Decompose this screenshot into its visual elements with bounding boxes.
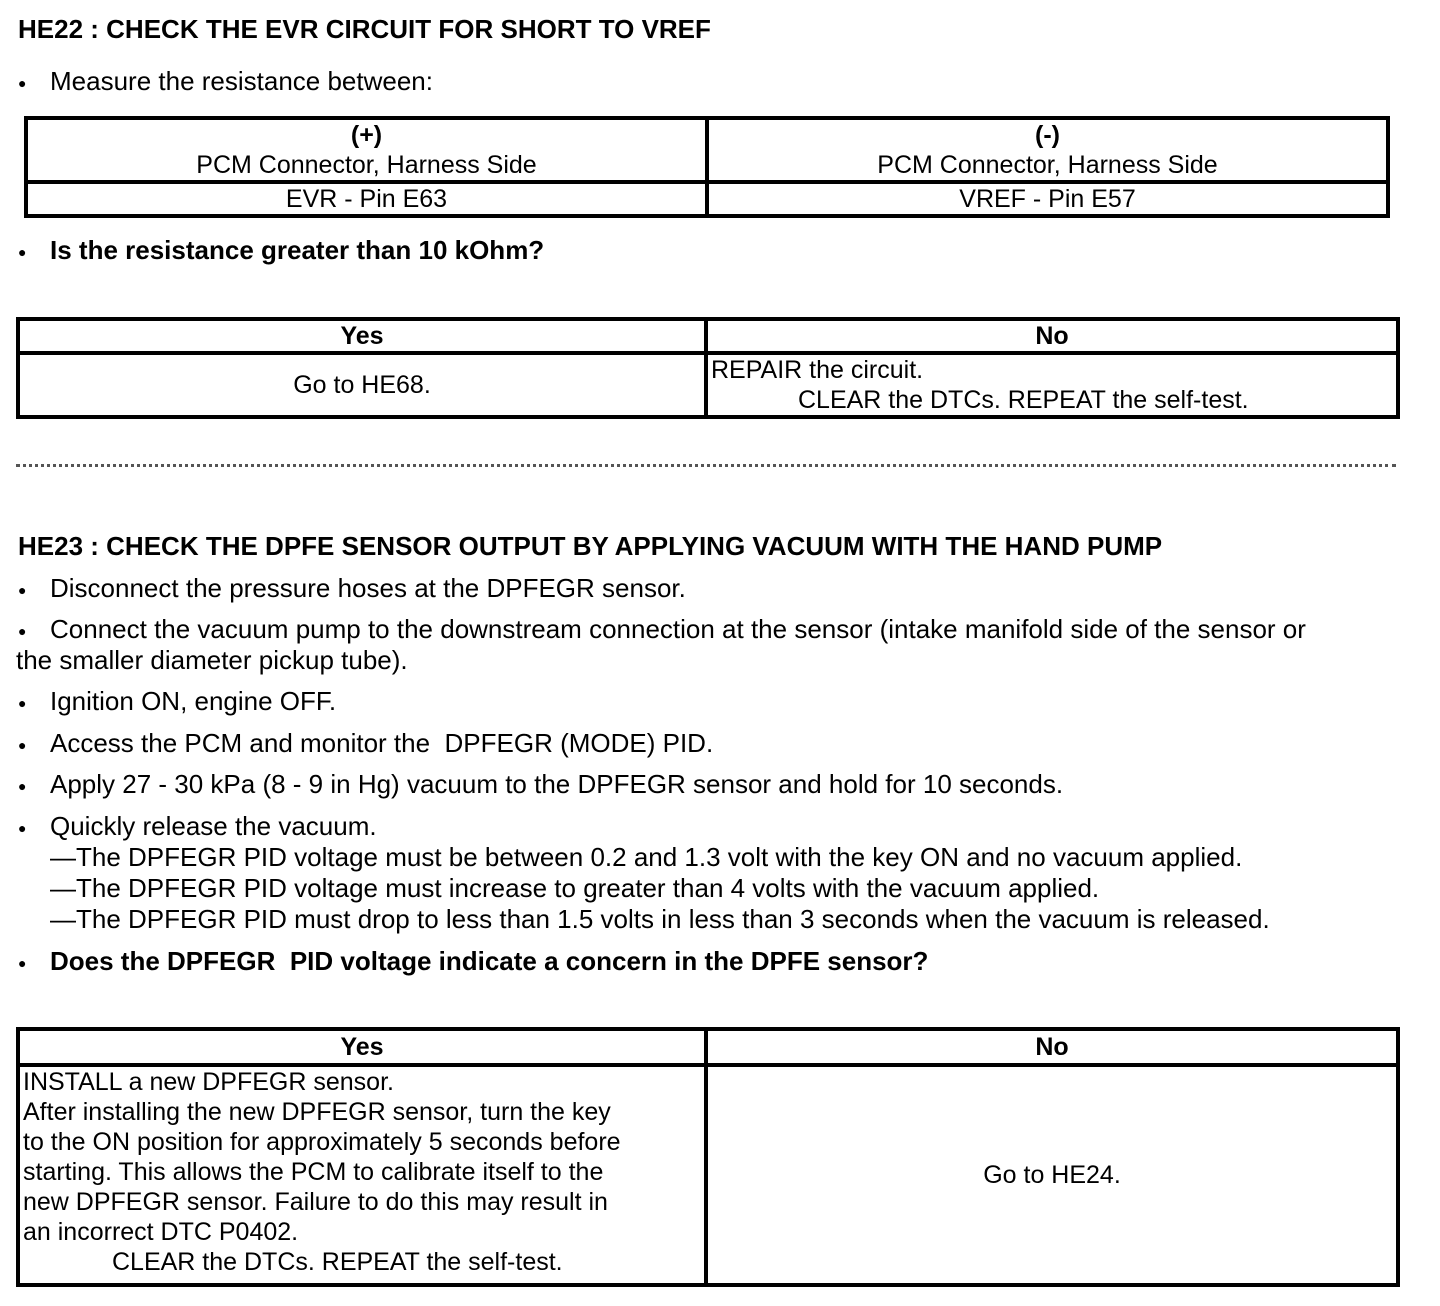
measure-minus-header [707,118,1388,182]
he23-question [18,946,928,977]
he23-yes-line: After installing the new DPFEGR sensor, turn the key [23,1098,611,1126]
he22-no-line-2: CLEAR the DTCs. REPEAT the self-test. [798,386,1249,414]
bullet-icon: ● [18,955,27,972]
minus-sign: (-) [1035,121,1060,149]
he23-yes-line: to the ON position for approximately 5 seconds before [23,1128,621,1156]
he22-measure-table [24,116,1390,218]
he23-step-4 [18,728,713,759]
he23-no-header: No [706,1029,1398,1065]
he23-step-3-text: Ignition ON, engine OFF. [50,686,337,716]
he23-sub-3: —The DPFEGR PID must drop to less than 1.5 volts in less than 3 seconds when the vacuum is released. [50,904,1270,934]
plus-value: EVR - Pin E63 [26,182,707,216]
he23-step-4-text: Access the PCM and monitor the DPFEGR (MODE) PID. [50,728,714,758]
he23-yes-header: Yes [18,1029,706,1065]
he23-yes-line: an incorrect DTC P0402. [23,1218,299,1246]
minus-value: VREF - Pin E57 [707,182,1388,216]
he23-no-cell: Go to HE24. [706,1065,1398,1285]
he23-yes-line: starting. This allows the PCM to calibrate itself to the [23,1158,604,1186]
bullet-icon: ● [18,695,27,712]
minus-label: PCM Connector, Harness Side [877,151,1218,179]
bullet-icon: ● [18,820,27,837]
he23-yes-cell [18,1065,706,1285]
he23-step-2-line-2: the smaller diameter pickup tube). [16,645,408,675]
he22-question [18,235,544,266]
he22-no-header: No [706,319,1398,353]
plus-label: PCM Connector, Harness Side [196,151,537,179]
bullet-icon: ● [18,244,27,261]
he22-result-table [16,317,1400,419]
he23-yes-line: CLEAR the DTCs. REPEAT the self-test. [112,1248,563,1276]
he23-step-6-text: Quickly release the vacuum. [50,811,377,841]
bullet-icon: ● [18,582,27,599]
plus-sign: (+) [350,121,383,149]
section-divider [16,464,1396,467]
he23-yes-line: new DPFEGR sensor. Failure to do this may result in [23,1188,608,1216]
he22-yes-cell: Go to HE68. [18,353,706,417]
he23-step-5 [18,769,1063,800]
he23-step-6 [18,811,377,842]
he22-yes-header: Yes [18,319,706,353]
measure-plus-header [26,118,707,182]
he23-result-table [16,1027,1400,1287]
he22-title: HE22 : CHECK THE EVR CIRCUIT FOR SHORT TO VREF [18,14,711,44]
he23-sub-2: —The DPFEGR PID voltage must increase to greater than 4 volts with the vacuum applied. [50,873,1100,903]
bullet-icon: ● [18,623,27,640]
he22-question-text: Is the resistance greater than 10 kOhm? [50,235,545,265]
he23-question-text: Does the DPFEGR PID voltage indicate a concern in the DPFE sensor? [50,946,929,976]
he23-step-3 [18,686,336,717]
he22-step-1 [18,66,433,97]
he23-title: HE23 : CHECK THE DPFE SENSOR OUTPUT BY APPLYING VACUUM WITH THE HAND PUMP [18,531,1163,561]
he23-step-5-text: Apply 27 - 30 kPa (8 - 9 in Hg) vacuum to the DPFEGR sensor and hold for 10 seconds. [50,769,1064,799]
bullet-icon: ● [18,778,27,795]
bullet-icon: ● [18,75,27,92]
he23-step-2 [18,614,1306,645]
he22-step-1-text: Measure the resistance between: [50,66,433,96]
he23-step-1-text: Disconnect the pressure hoses at the DPFEGR sensor. [50,573,686,603]
he23-sub-1: —The DPFEGR PID voltage must be between 0.2 and 1.3 volt with the key ON and no vacuum applied. [50,842,1243,872]
he23-yes-line: INSTALL a new DPFEGR sensor. [23,1068,394,1096]
he22-no-cell [706,353,1398,417]
he23-step-1 [18,573,686,604]
bullet-icon: ● [18,737,27,754]
he23-step-2-line-1: Connect the vacuum pump to the downstream connection at the sensor (intake manifold side of the sensor or [50,614,1306,644]
he22-no-line-1: REPAIR the circuit. [711,356,924,384]
